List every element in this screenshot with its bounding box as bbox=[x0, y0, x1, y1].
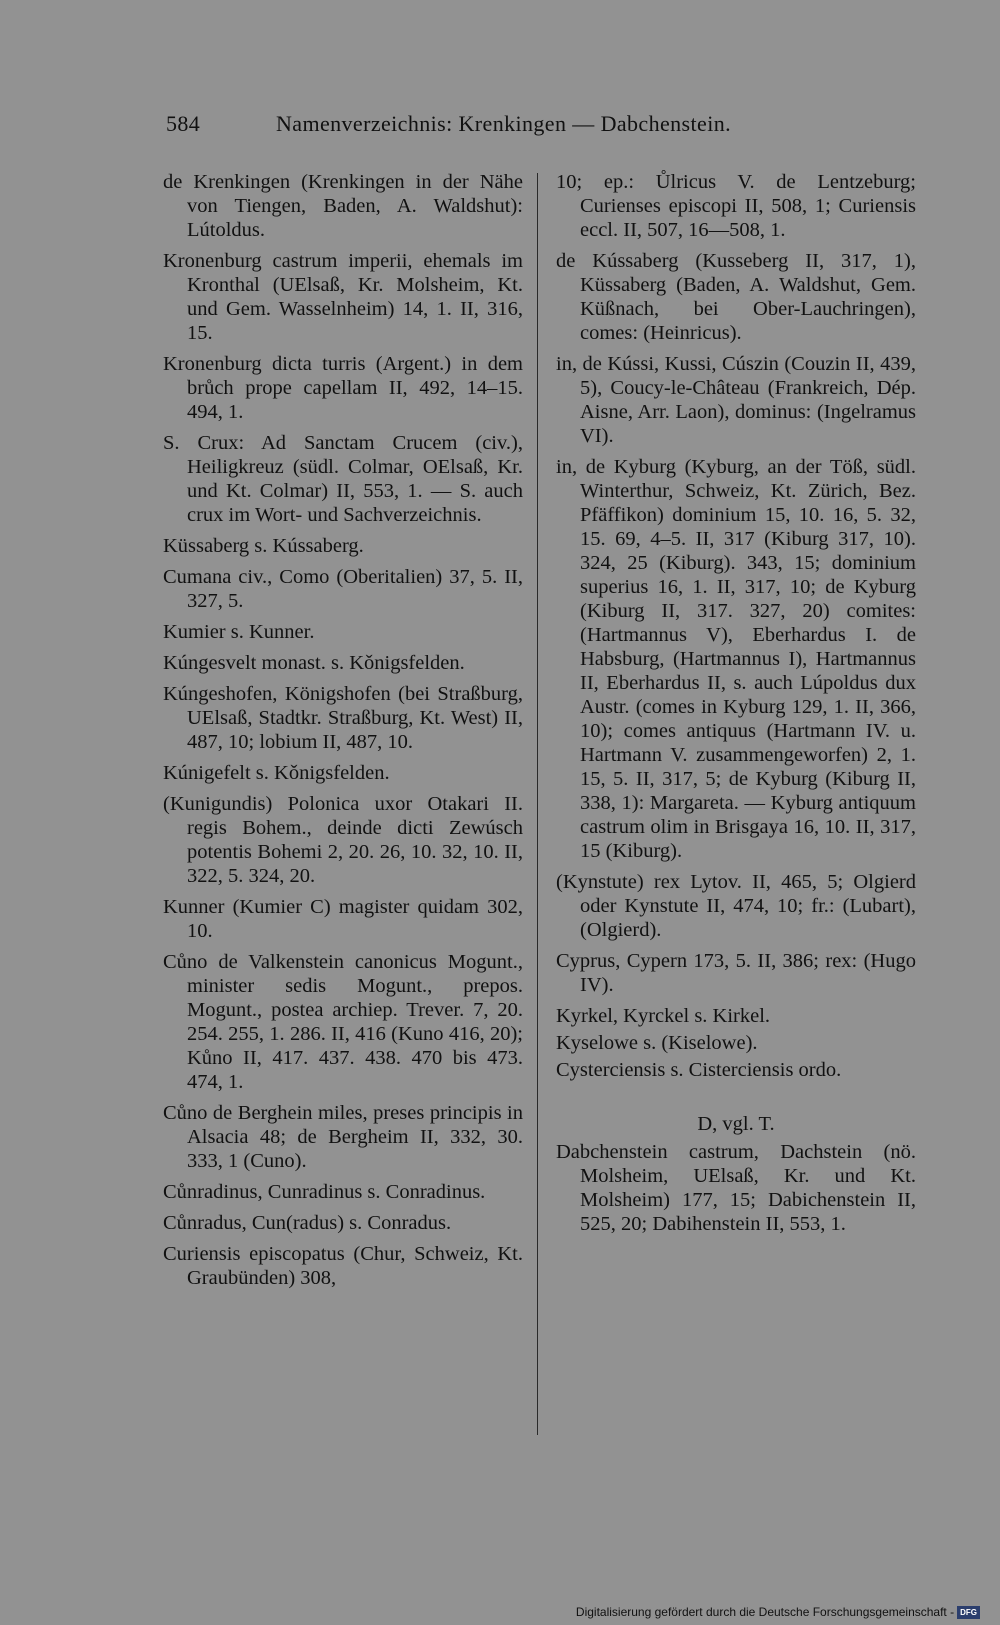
index-entry: Kumier s. Kunner. bbox=[163, 621, 315, 643]
column-divider bbox=[537, 173, 538, 1435]
index-entry: Kúngeshofen, Königshofen (bei Straßburg, UElsaß, Stadtkr. Straßburg, Kt. West) II, 487, 10; lobium II, 487, 10. bbox=[163, 683, 523, 753]
index-entry: 10; ep.: Ůlricus V. de Lentzeburg; Curienses episcopi II, 508, 1; Curiensis eccl. II, 507, 16—508, 1. bbox=[556, 171, 916, 241]
index-entry: Cůno de Valkenstein canonicus Mogunt., minister sedis Mogunt., prepos. Mogunt., postea archiep. Trever. 7, 20. 254. 255, 1. 286. II, 416 (Kuno 416, 20); Kůno II, 417. 437. 438. 470 bis 473. 474, 1. bbox=[163, 951, 523, 1093]
index-entry: Cůnradus, Cun(radus) s. Conradus. bbox=[163, 1212, 452, 1234]
index-entry: Küssaberg s. Kússaberg. bbox=[163, 535, 364, 557]
dfg-logo-icon: DFG bbox=[957, 1606, 980, 1619]
index-entry: Cysterciensis s. Cisterciensis ordo. bbox=[556, 1059, 842, 1081]
index-entry: Kúnigefelt s. Kǒnigsfelden. bbox=[163, 762, 390, 784]
section-heading: D, vgl. T. bbox=[697, 1113, 775, 1135]
index-entry: Cyprus, Cypern 173, 5. II, 386; rex: (Hugo IV). bbox=[556, 950, 916, 996]
page-number: 584 bbox=[166, 111, 201, 136]
index-entry: Cůno de Berghein miles, preses principis in Alsacia 48; de Bergheim II, 332, 30. 333, 1 (Cuno). bbox=[163, 1102, 523, 1172]
index-entry: Kyrkel, Kyrckel s. Kirkel. bbox=[556, 1005, 771, 1027]
digitization-footer bbox=[576, 1605, 980, 1619]
footer-text: Digitalisierung gefördert durch die Deutsche Forschungsgemeinschaft - bbox=[575, 1605, 955, 1619]
index-entry: in, de Kússi, Kussi, Cúszin (Couzin II, 439, 5), Coucy-le-Château (Frankreich, Dép. Aisne, Arr. Laon), dominus: (Ingelramus VI). bbox=[556, 353, 916, 447]
index-entry: Kyselowe s. (Kiselowe). bbox=[556, 1032, 758, 1054]
index-entry: de Krenkingen (Krenkingen in der Nähe von Tiengen, Baden, A. Waldshut): Lútoldus. bbox=[163, 171, 523, 241]
index-entry: de Kússaberg (Kusseberg II, 317, 1), Küssaberg (Baden, A. Waldshut, Gem. Küßnach, bei Ober-Lauchringen), comes: (Heinricus). bbox=[556, 250, 916, 344]
index-entry: S. Crux: Ad Sanctam Crucem (civ.), Heiligkreuz (südl. Colmar, OElsaß, Kr. und Kt. Colmar) II, 553, 1. — S. auch crux im Wort- und Sachverzeichnis. bbox=[163, 432, 523, 526]
index-entry: in, de Kyburg (Kyburg, an der Töß, südl. Winterthur, Schweiz, Kt. Zürich, Bez. Pfäffikon) dominium 15, 10. 16, 5. 32, 15. 69, 4–5. II, 317 (Kiburg 317, 10). 324, 25 (Kiburg). 343, 15; dominium superius 16, 1. II, 317, 10; de Kyburg (Kiburg II, 317. 327, 20) comites: (Hartmannus V), Eberhardus I. de Habsburg, (Hartmannus I), Hartmannus II, Eberhardus II, s. auch Lúpoldus dux Austr. (comes in Kyburg 129, 1. II, 366, 10); comes antiquus (Hartmann IV. u. Hartmann V. zusammengeworfen) 2, 1. 15, 5. II, 317, 5; de Kyburg (Kiburg II, 338, 1): Margareta. — Kyburg antiquum castrum olim in Brisgaya 16, 10. II, 317, 15 (Kiburg). bbox=[556, 456, 916, 862]
index-entry: Kronenburg castrum imperii, ehemals im Kronthal (UElsaß, Kr. Molsheim, Kt. und Gem. Wasselnheim) 14, 1. II, 316, 15. bbox=[163, 250, 523, 344]
index-entry: Kunner (Kumier C) magister quidam 302, 10. bbox=[163, 896, 523, 942]
page-title: Namenverzeichnis: Krenkingen — Dabchenstein. bbox=[276, 111, 732, 136]
index-entry: Cůnradinus, Cunradinus s. Conradinus. bbox=[163, 1181, 486, 1203]
index-entry: Curiensis episcopatus (Chur, Schweiz, Kt. Graubünden) 308, bbox=[163, 1243, 523, 1289]
page-header bbox=[166, 111, 816, 137]
index-entry: (Kynstute) rex Lytov. II, 465, 5; Olgierd oder Kynstute II, 474, 10; fr.: (Lubart), (Olgierd). bbox=[556, 871, 916, 941]
index-entry: Kúngesvelt monast. s. Kǒnigsfelden. bbox=[163, 652, 465, 674]
index-entry: (Kunigundis) Polonica uxor Otakari II. regis Bohem., deinde dicti Zewúsch potentis Bohemi 2, 20. 26, 10. 32, 10. II, 322, 5. 324, 20. bbox=[163, 793, 523, 887]
index-entry: Cumana civ., Como (Oberitalien) 37, 5. II, 327, 5. bbox=[163, 566, 523, 612]
index-entry: Dabchenstein castrum, Dachstein (nö. Molsheim, UElsaß, Kr. und Kt. Molsheim) 177, 15; Dabichenstein II, 525, 20; Dabihenstein II, 553, 1. bbox=[556, 1141, 916, 1235]
left-column bbox=[163, 170, 523, 1297]
right-column bbox=[556, 170, 916, 1243]
index-entry: Kronenburg dicta turris (Argent.) in dem brůch prope capellam II, 492, 14–15. 494, 1. bbox=[163, 353, 523, 423]
